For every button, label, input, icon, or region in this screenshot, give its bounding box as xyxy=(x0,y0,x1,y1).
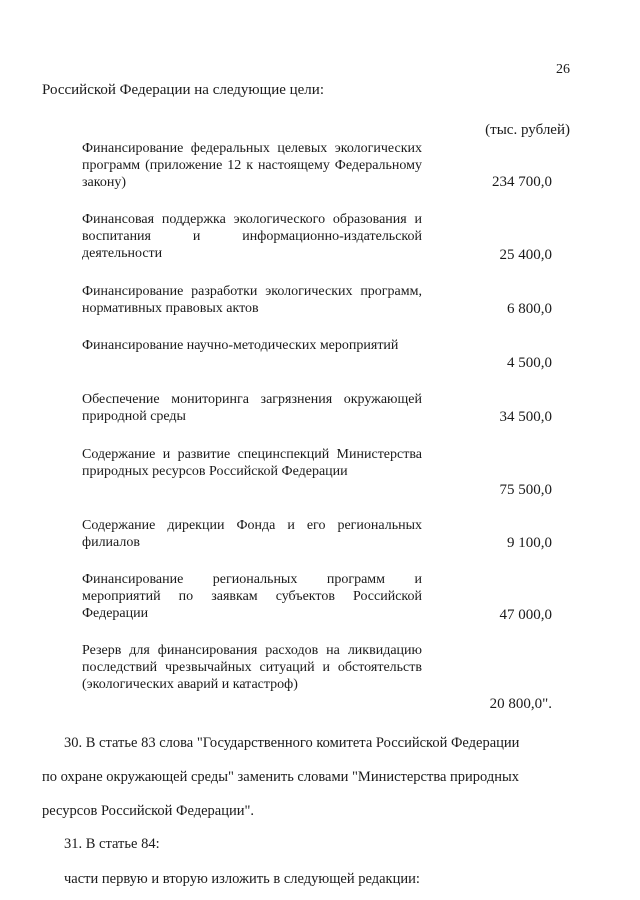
item-description: Содержание дирекции Фонда и его региональных филиалов xyxy=(82,518,422,550)
item-description: Финансирование научно-методических мероприятий xyxy=(82,338,399,353)
item-amount: 20 800,0". xyxy=(489,696,552,712)
paragraph-line: 31. В статье 84: xyxy=(64,836,160,852)
item-amount: 25 400,0 xyxy=(499,247,552,263)
item-description: Финансирование разработки экологических программ, нормативных правовых актов xyxy=(82,284,422,316)
item-description: Финансирование региональных программ и мероприятий по заявкам субъектов Российской Федерации xyxy=(82,572,422,621)
paragraph-line: по охране окружающей среды" заменить словами "Министерства природных xyxy=(42,769,520,785)
units-label: (тыс. рублей) xyxy=(485,122,570,138)
paragraph-line: ресурсов Российской Федерации". xyxy=(42,803,255,819)
paragraph-line: части первую и вторую изложить в следующей редакции: xyxy=(64,871,420,887)
page-number: 26 xyxy=(556,62,570,77)
item-description: Содержание и развитие специнспекций Министерства природных ресурсов Российской Федерации xyxy=(82,447,422,479)
item-amount: 9 100,0 xyxy=(507,535,552,551)
item-description: Обеспечение мониторинга загрязнения окружающей природной среды xyxy=(82,392,422,424)
item-amount: 47 000,0 xyxy=(499,607,552,623)
item-description: Финансовая поддержка экологического образования и воспитания и информационно-издательской деятельности xyxy=(82,212,422,261)
item-amount: 75 500,0 xyxy=(499,482,552,498)
intro-line: Российской Федерации на следующие цели: xyxy=(42,82,324,98)
item-description: Финансирование федеральных целевых экологических программ (приложение 12 к настоящему Федеральному закону) xyxy=(82,141,422,190)
item-amount: 6 800,0 xyxy=(507,301,552,317)
item-amount: 234 700,0 xyxy=(492,174,552,190)
paragraph-line: 30. В статье 83 слова "Государственного комитета Российской Федерации xyxy=(64,735,520,751)
item-amount: 34 500,0 xyxy=(499,409,552,425)
item-amount: 4 500,0 xyxy=(507,355,552,371)
item-description: Резерв для финансирования расходов на ликвидацию последствий чрезвычайных ситуаций и обстоятельств (экологических аварий и катастроф) xyxy=(82,643,422,692)
